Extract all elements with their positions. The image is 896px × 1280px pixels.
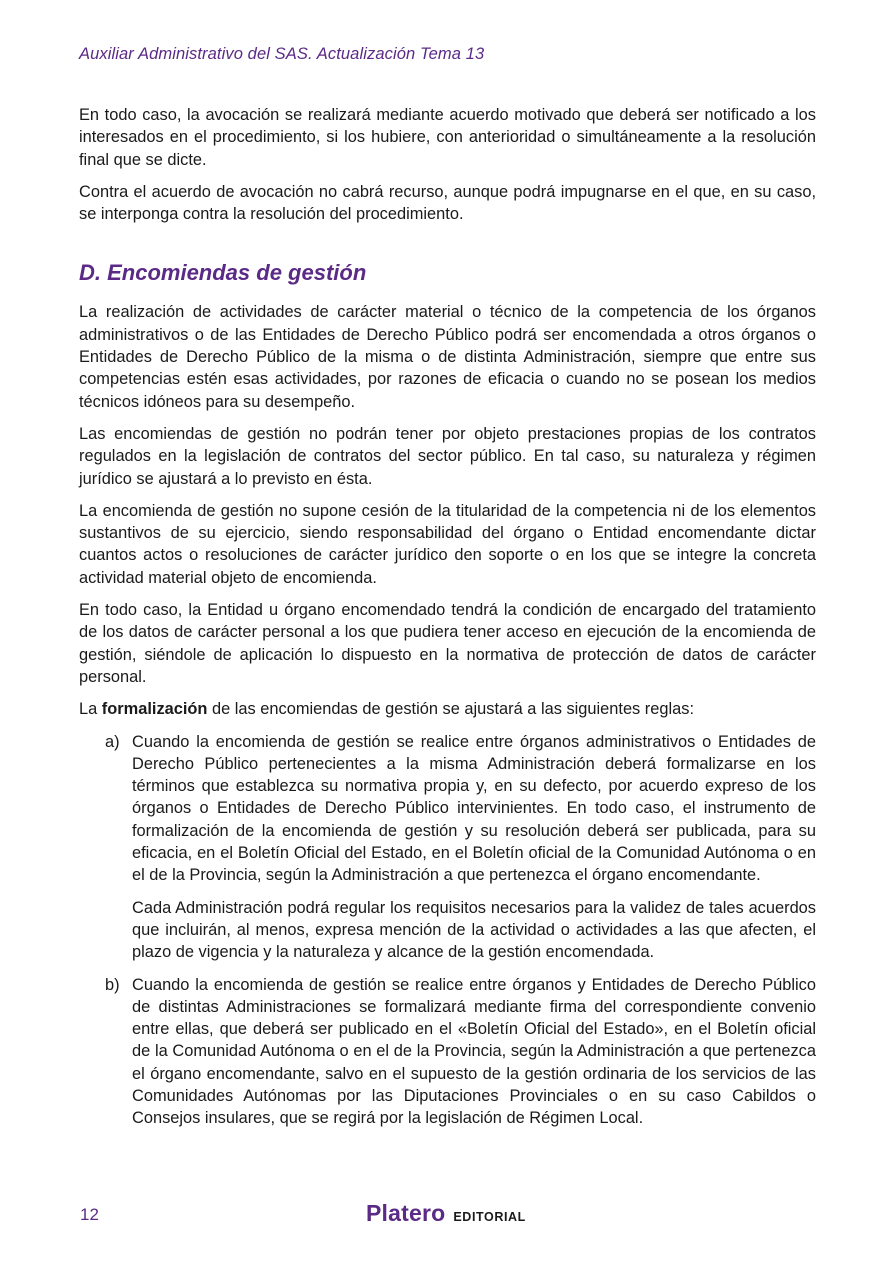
rule-marker: b)	[105, 975, 120, 994]
rule-a-paragraph-2: Cada Administración podrá regular los requisitos necesarios para la validez de tales acuerdos que incluirán, al menos, expresa mención de la actividad o actividades a las que afecten, el plazo de vigencia y la naturaleza y alcance de la gestión encomendada.	[132, 898, 816, 962]
section-paragraph-3: La encomienda de gestión no supone cesión de la titularidad de la competencia ni de los elementos sustantivos de su ejercicio, siendo responsabilidad del órgano o Entidad encomendante dictar cuantos actos o resoluciones de carácter jurídico den soporte o en los que se integre la concreta actividad material objeto de encomienda.	[79, 501, 816, 587]
rules-intro	[79, 698, 816, 720]
rules-intro-after: de las encomiendas de gestión se ajustará a las siguientes reglas:	[207, 700, 695, 719]
rules-intro-bold: formalización	[101, 700, 208, 719]
rule-a-paragraph-1: Cuando la encomienda de gestión se realice entre órganos administrativos o Entidades de Derecho Público pertenecientes a la misma Administración deberá formalizarse en los términos que establezca su normativa propia y, en su defecto, por acuerdo expreso de los órganos o Entidades de Derecho Público intervinientes. En todo caso, el instrumento de formalización de la encomienda de gestión y su resolución deberá ser publicada, para su eficacia, en el Boletín Oficial del Estado, en el Boletín oficial de la Comunidad Autónoma o en el de la Provincia, según la Administración a que pertenezca el órgano encomendante.	[132, 732, 816, 885]
rules-list	[79, 731, 816, 1130]
intro-paragraph-2: Contra el acuerdo de avocación no cabrá recurso, aunque podrá impugnarse en el que, en su caso, se interponga contra la resolución del procedimiento.	[79, 182, 816, 224]
section-paragraph-2: Las encomiendas de gestión no podrán tener por objeto prestaciones propias de los contratos regulados en la legislación de contratos del sector público. En tal caso, su naturaleza y régimen jurídico se ajustará a lo previsto en ésta.	[79, 424, 816, 488]
running-head: Auxiliar Administrativo del SAS. Actualización Tema 13	[79, 45, 485, 63]
rule-marker: a)	[105, 732, 120, 751]
rule-b-paragraph-1: Cuando la encomienda de gestión se realice entre órganos y Entidades de Derecho Público de distintas Administraciones se formalizará mediante firma del correspondiente convenio entre ellas, que deberá ser publicado en el «Boletín Oficial del Estado», en el Boletín oficial de la Comunidad Autónoma o en el de la Provincia, según la Administración a que pertenezca el órgano encomendante, salvo en el supuesto de la gestión ordinaria de los servicios de las Comunidades Autónomas por las Diputaciones Provinciales o en su caso Cabildos o Consejos insulares, que se regirá por la legislación de Régimen Local.	[132, 975, 816, 1128]
brand-sub: EDITORIAL	[453, 1210, 526, 1224]
publisher-logo	[366, 1200, 526, 1227]
section-paragraph-1: La realización de actividades de carácter material o técnico de la competencia de los órganos administrativos o de las Entidades de Derecho Público podrá ser encomendada a otros órganos o Entidades de Derecho Público de la misma o de distinta Administración, siempre que entre sus competencias estén esas actividades, por razones de eficacia o cuando no se posean los medios técnicos idóneos para su desempeño.	[79, 303, 816, 411]
intro-paragraph-1: En todo caso, la avocación se realizará mediante acuerdo motivado que deberá ser notificado a los interesados en el procedimiento, si los hubiere, con anterioridad o simultáneamente a la resolución final que se dicte.	[79, 106, 816, 169]
page-number: 12	[80, 1205, 99, 1224]
section-paragraph-4: En todo caso, la Entidad u órgano encomendado tendrá la condición de encargado del tratamiento de los datos de carácter personal a los que pudiera tener acceso en ejecución de la encomienda de gestión, siéndole de aplicación lo dispuesto en la normativa de protección de datos de carácter personal.	[79, 601, 816, 686]
rules-intro-before: La	[79, 700, 102, 719]
page-content	[79, 104, 816, 1140]
rule-item-b	[79, 974, 816, 1130]
section-heading: D. Encomiendas de gestión	[79, 260, 367, 286]
brand-name: Platero	[366, 1200, 446, 1226]
rule-item-a	[79, 731, 816, 964]
